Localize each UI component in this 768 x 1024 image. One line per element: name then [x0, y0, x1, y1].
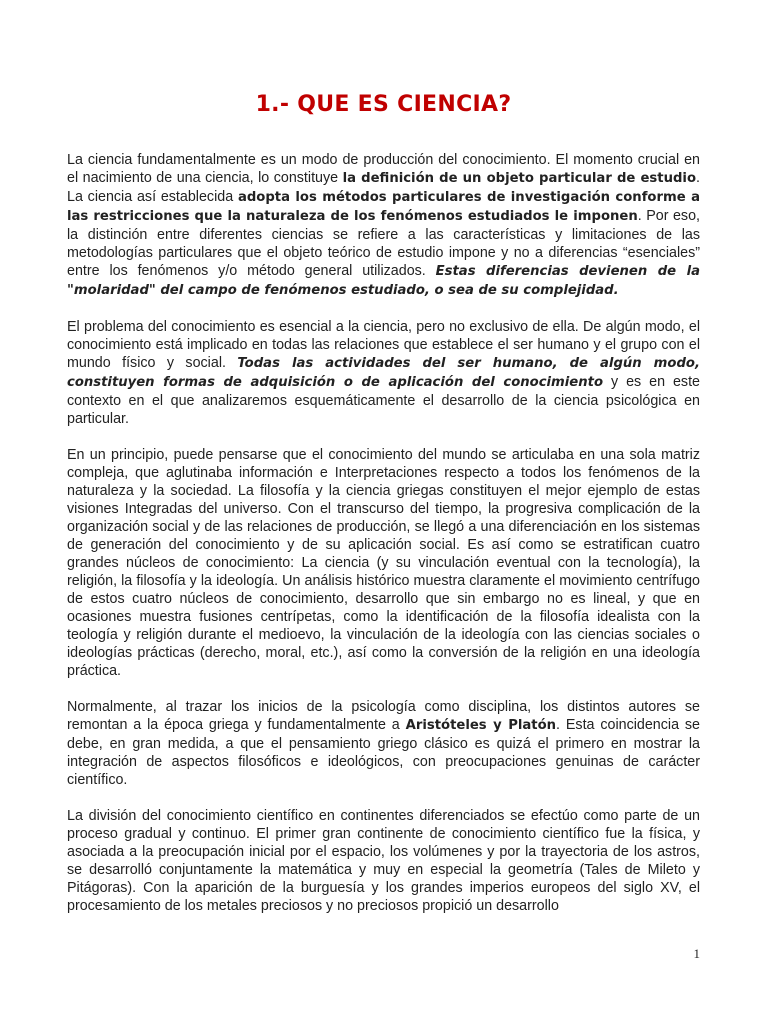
page-title: 1.- QUE ES CIENCIA?: [255, 92, 512, 117]
paragraph-4-text-1: Normalmente, al trazar los inicios de la psicología como disciplina, los distintos autores se remontan a la época griega y fundamentalmente a: [67, 699, 700, 733]
paragraph-4-text-2: . Esta coincidencia se debe, en gran medida, a que el pensamiento griego clásico es quizá el primero en mostrar la integración de aspectos filosóficos e ideológicos, con preocupaciones genuinas de carácter científico.: [67, 717, 701, 788]
paragraph-1-bold-1: la definición de un objeto particular de estudio: [342, 171, 696, 186]
paragraph-1: [67, 151, 700, 300]
paragraph-2: [67, 318, 700, 428]
page-number: 1: [693, 946, 700, 961]
paragraph-1-bold-italic: Estas diferencias devienen de la "molaridad" del campo de fenómenos estudiado, o sea de su complejidad.: [67, 264, 700, 298]
paragraph-4: [67, 698, 700, 789]
paragraph-1-text-2: . La ciencia así establecida: [67, 170, 700, 205]
paragraph-1-text-1: La ciencia fundamentalmente es un modo de producción del conocimiento. El momento crucial en el nacimiento de una ciencia, lo constituye: [67, 152, 700, 186]
paragraph-4-bold-1: Aristóteles y Platón: [405, 718, 557, 733]
paragraph-1-bold-2: adopta los métodos particulares de investigación conforme a las restricciones que la naturaleza de los fenómenos estudiados le imponen: [67, 190, 700, 224]
paragraph-2-text-2: y es en este contexto en el que analizaremos esquemáticamente el desarrollo de la ciencia psicológica en particular.: [67, 374, 700, 427]
paragraph-2-bold-italic: Todas las actividades del ser humano, de algún modo, constituyen formas de adquisición o de aplicación del conocimiento: [67, 356, 700, 390]
paragraph-3: En un principio, puede pensarse que el conocimiento del mundo se articulaba en una sola matriz compleja, que aglutinaba información e Interpretaciones respecto a todos los fenómenos de la naturaleza y la sociedad. La filosofía y la ciencia griegas constituyen el mejor ejemplo de estas visiones Integradas del universo. Con el transcurso del tiempo, la progresiva complicación de la organización social y de las relaciones de producción, se llegó a una diferenciación en los sistemas de generación del conocimiento y de su aplicación social. Es así como se estratifican cuatro grandes núcleos de conocimiento: La ciencia (y su vinculación eventual con la tecnología), la religión, la filosofía y la ideología. Un análisis histórico muestra claramente el movimiento centrífugo de estos cuatro núcleos de conocimiento, desarrollo que sin embargo no es lineal, y que en ocasiones muestra fusiones centrípetas, como la identificación de la filosofía idealista con la teología y religión durante el medioevo, la vinculación de la ideología con las ciencias sociales o ideologías prácticas (derecho, moral, etc.), así como la conversión de la religión en una ideología práctica.: [67, 447, 700, 679]
paragraph-5: La división del conocimiento científico en continentes diferenciados se efectúo como parte de un proceso gradual y continuo. El primer gran continente de conocimiento científico fue la física, y asociada a la preocupación inicial por el espacio, los volúmenes y por la trayectoria de los astros, se desarrolló conjuntamente la matemática y muy en especial la geometría (Tales de Mileto y Pitágoras). Con la aparición de la burguesía y los grandes imperios europeos del siglo XV, el procesamiento de los metales preciosos y no preciosos propició un desarrollo: [67, 808, 700, 914]
paragraph-2-text-1: El problema del conocimiento es esencial a la ciencia, pero no exclusivo de ella. De algún modo, el conocimiento está implicado en todas las relaciones que establece el ser humano y el grupo con el mundo físico y social.: [67, 319, 700, 371]
paragraph-1-text-3: . Por eso, la distinción entre diferentes ciencias se refiere a las características y limitaciones de las metodologías particulares que el objeto teórico de estudio impone y no a diferencias “esenciales” entre los fenómenos y/o método general utilizados.: [67, 208, 700, 279]
